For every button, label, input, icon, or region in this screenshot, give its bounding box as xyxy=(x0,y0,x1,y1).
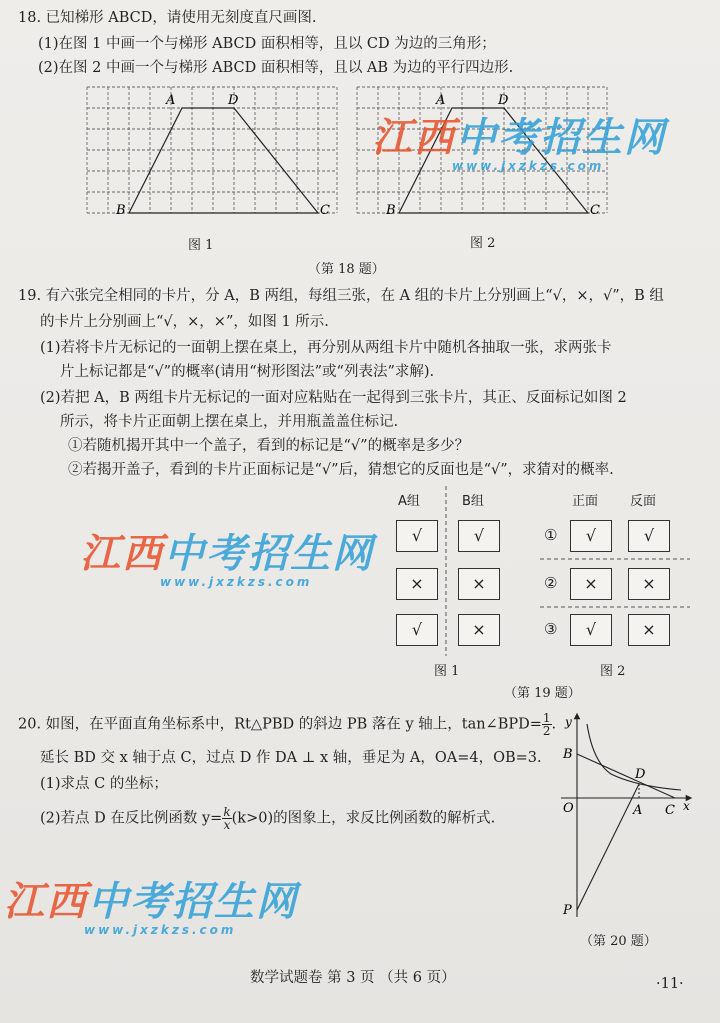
q20-part2 xyxy=(40,806,495,831)
footer-title: 数学试题卷 第 3 页 （共 6 页） xyxy=(250,970,456,986)
q19-a-card-2: × xyxy=(396,568,438,600)
q19-sub1: ①若随机揭开其中一个盖子，看到的标记是“√”的概率是多少？ xyxy=(68,438,470,454)
q20-line1-end: . xyxy=(551,716,557,733)
q20-k: k xyxy=(223,805,231,819)
line-bc xyxy=(577,754,675,798)
q18-fig2-caption: 图 2 xyxy=(470,236,496,251)
q19-label: （第 19 题） xyxy=(504,686,581,701)
q20-part2-pre: (2)若点 D 在反比例函数 y= xyxy=(40,810,223,827)
q19-row-1-back: √ xyxy=(628,520,670,552)
q19-back-header: 反面 xyxy=(630,494,657,509)
q19-col-a-header: A组 xyxy=(398,494,420,509)
watermark-2-jx: 江西 xyxy=(80,531,164,577)
q19-row-2-num: ② xyxy=(544,574,558,592)
q19-line2: 的卡片上分别画上“√，×，×”，如图 1 所示. xyxy=(40,314,329,330)
q20-figure xyxy=(555,712,705,927)
watermark-1 xyxy=(372,106,666,173)
q19-fig2-sep-2 xyxy=(540,604,690,610)
watermark-2-zk: 中考招生网 xyxy=(164,531,374,577)
fig1-label-c: C xyxy=(320,203,330,218)
q19-fig2-caption: 图 2 xyxy=(600,664,626,679)
watermark-1-url: www.jxzkzs.com xyxy=(452,159,605,173)
q19-b-card-2: × xyxy=(458,568,500,600)
q19-row-3-num: ③ xyxy=(544,620,558,638)
q19-part2a: (2)若把 A，B 两组卡片无标记的一面对应粘贴在一起得到三张卡片，其正、反面标记如图 2 xyxy=(40,390,627,406)
watermark-2 xyxy=(80,522,374,589)
watermark-3-jx: 江西 xyxy=(4,879,88,925)
fig1-label-d: D xyxy=(228,93,239,108)
q20-frac-den: 2 xyxy=(542,724,551,738)
q19-row-2-back: × xyxy=(628,568,670,600)
q18-figure-1 xyxy=(82,82,344,222)
fig-label-c: C xyxy=(665,803,675,818)
q18-part2: (2)在图 2 中画一个与梯形 ABCD 面积相等，且以 AB 为边的平行四边形. xyxy=(38,60,514,76)
watermark-2-url: www.jxzkzs.com xyxy=(160,575,313,589)
q20-label: （第 20 题） xyxy=(580,934,657,949)
q19-row-2-front: × xyxy=(570,568,612,600)
q19-a-card-1: √ xyxy=(396,520,438,552)
fig-label-x: x xyxy=(683,799,690,813)
footer-page-number: ·11· xyxy=(656,976,684,992)
fig-label-b: B xyxy=(563,747,573,762)
fig2-label-a: A xyxy=(436,93,446,108)
q18-part1: (1)在图 1 中画一个与梯形 ABCD 面积相等，且以 CD 为边的三角形； xyxy=(38,36,496,52)
fig-label-p: P xyxy=(563,903,572,918)
q19-row-3-front: √ xyxy=(570,614,612,646)
trapezoid-1 xyxy=(129,108,318,213)
q20-line1 xyxy=(18,712,556,737)
q20-x: x xyxy=(223,818,231,832)
q19-col-b-header: B组 xyxy=(462,494,484,509)
q19-a-card-3: √ xyxy=(396,614,438,646)
watermark-3 xyxy=(4,870,298,937)
fig2-label-b: B xyxy=(386,203,396,218)
q20-tan-fraction xyxy=(542,712,552,737)
fig2-label-d: D xyxy=(498,93,509,108)
q20-line2: 延长 BD 交 x 轴于点 C，过点 D 作 DA ⊥ x 轴，垂足为 A，OA=4，OB=3. xyxy=(40,750,542,766)
q19-part1b: 片上标记都是“√”的概率(请用“树形图法”或“列表法”求解). xyxy=(60,364,435,380)
q20-line1-text: 20. 如图，在平面直角坐标系中，Rt△PBD 的斜边 PB 落在 y 轴上，tan∠BPD= xyxy=(18,716,542,733)
line-pd xyxy=(577,784,639,910)
q18-fig1-caption: 图 1 xyxy=(188,238,214,253)
q20-part2-post: (k>0)的图象上，求反比例函数的解析式. xyxy=(231,810,496,827)
q19-b-card-1: √ xyxy=(458,520,500,552)
fig-label-o: O xyxy=(563,801,574,816)
q19-fig1-caption: 图 1 xyxy=(434,664,460,679)
q19-line1: 19. 有六张完全相同的卡片，分 A，B 两组，每组三张，在 A 组的卡片上分别画上“√，×，√”，B 组 xyxy=(18,288,664,304)
q20-frac-num: 1 xyxy=(542,711,551,725)
q19-part2b: 所示，将卡片正面朝上摆在桌上，并用瓶盖盖住标记. xyxy=(60,414,399,430)
q19-b-card-3: × xyxy=(458,614,500,646)
fig-label-d: D xyxy=(635,767,646,782)
q18-stem: 18. 已知梯形 ABCD，请使用无刻度直尺画图. xyxy=(18,10,317,26)
fig-label-y: y xyxy=(565,715,572,729)
q19-sub2: ②若揭开盖子，看到的卡片正面标记是“√”后，猜想它的反面也是“√”，求猜对的概率. xyxy=(68,462,614,478)
q18-label: （第 18 题） xyxy=(308,262,385,277)
q20-kx-fraction xyxy=(222,806,231,831)
q19-fig1-divider xyxy=(443,486,449,656)
fig2-label-c: C xyxy=(590,203,600,218)
q19-row-1-num: ① xyxy=(544,526,558,544)
q19-fig2-sep-1 xyxy=(540,556,690,562)
fig1-label-b: B xyxy=(116,203,126,218)
q19-front-header: 正面 xyxy=(572,494,599,509)
watermark-1-jx: 江西 xyxy=(372,115,456,161)
q19-part1a: (1)若将卡片无标记的一面朝上摆在桌上，再分别从两组卡片中随机各抽取一张，求两张卡 xyxy=(40,340,612,356)
q19-row-3-back: × xyxy=(628,614,670,646)
fig-label-a: A xyxy=(633,803,643,818)
watermark-3-zk: 中考招生网 xyxy=(88,879,298,925)
fig1-label-a: A xyxy=(166,93,176,108)
q20-part1: (1)求点 C 的坐标； xyxy=(40,776,168,792)
watermark-1-zk: 中考招生网 xyxy=(456,115,666,161)
watermark-3-url: www.jxzkzs.com xyxy=(84,923,237,937)
q19-row-1-front: √ xyxy=(570,520,612,552)
